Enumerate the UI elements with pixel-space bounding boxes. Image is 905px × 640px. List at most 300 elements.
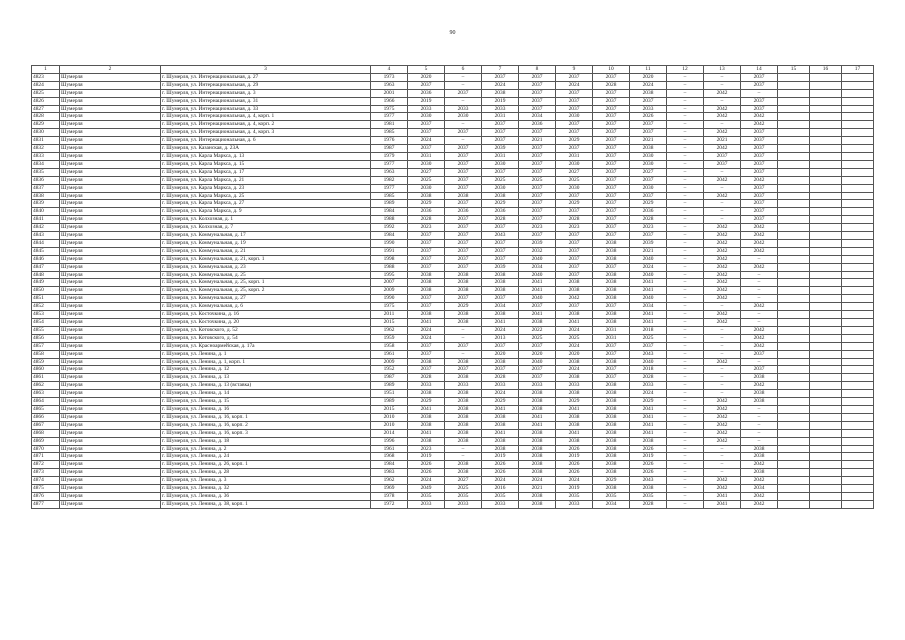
table-cell: 2037	[556, 255, 593, 263]
table-cell: 2038	[408, 437, 445, 445]
table-cell: 4837	[32, 184, 60, 192]
table-cell: 2027	[630, 168, 667, 176]
table-cell: 2037	[593, 89, 630, 97]
table-cell: 1951	[371, 390, 408, 398]
table-row	[32, 453, 874, 461]
table-cell: Шумерля	[60, 113, 161, 121]
table-cell: 2038	[593, 461, 630, 469]
table-row	[32, 485, 874, 493]
table-cell: 2028	[408, 374, 445, 382]
table-cell: –	[667, 461, 704, 469]
table-row	[32, 137, 874, 145]
table-cell: 2024	[630, 81, 667, 89]
table-cell: г. Шумерля, ул. Коммунальная, д. 27	[161, 295, 371, 303]
table-cell: г. Шумерля, ул. Ленина, д. 16, корп. 3	[161, 429, 371, 437]
table-cell: 2037	[593, 176, 630, 184]
table-cell	[842, 160, 874, 168]
table-cell	[778, 485, 810, 493]
table-cell: 2037	[519, 129, 556, 137]
table-cell	[810, 121, 842, 129]
table-cell: 4841	[32, 216, 60, 224]
table-cell	[778, 445, 810, 453]
table-cell: 1995	[371, 271, 408, 279]
table-cell: Шумерля	[60, 342, 161, 350]
table-cell: 2033	[556, 500, 593, 508]
table-cell	[810, 374, 842, 382]
table-cell: 2038	[445, 437, 482, 445]
table-row	[32, 121, 874, 129]
table-cell	[778, 192, 810, 200]
table-cell: 2037	[741, 192, 778, 200]
table-cell	[778, 405, 810, 413]
table-cell	[778, 255, 810, 263]
table-cell: 2041	[630, 279, 667, 287]
table-cell: Шумерля	[60, 81, 161, 89]
table-cell: 1990	[371, 295, 408, 303]
table-cell	[810, 485, 842, 493]
table-cell: 2041	[630, 421, 667, 429]
table-row	[32, 405, 874, 413]
table-row	[32, 216, 874, 224]
table-cell: –	[667, 350, 704, 358]
column-header: 4	[371, 66, 408, 74]
table-cell: 2038	[593, 437, 630, 445]
table-cell: 2037	[482, 168, 519, 176]
table-cell: 2030	[482, 160, 519, 168]
table-cell: 2038	[593, 279, 630, 287]
table-cell	[778, 413, 810, 421]
table-cell	[810, 145, 842, 153]
table-cell: 2037	[408, 247, 445, 255]
table-cell: –	[704, 461, 741, 469]
table-cell: 2041	[519, 413, 556, 421]
table-cell: 2041	[482, 405, 519, 413]
table-cell: –	[667, 374, 704, 382]
table-cell	[842, 216, 874, 224]
table-cell: 4834	[32, 160, 60, 168]
table-cell: 2038	[519, 461, 556, 469]
table-cell: 2033	[408, 500, 445, 508]
table-cell: 4839	[32, 200, 60, 208]
table-cell: 2024	[482, 81, 519, 89]
table-cell: 2037	[630, 176, 667, 184]
table-cell: 2037	[482, 73, 519, 81]
table-cell: 2024	[556, 81, 593, 89]
table-cell: 2030	[630, 152, 667, 160]
table-cell	[810, 453, 842, 461]
column-header: 8	[519, 66, 556, 74]
column-header: 15	[778, 66, 810, 74]
table-cell	[778, 160, 810, 168]
table-cell: 2042	[704, 247, 741, 255]
table-cell: 2015	[371, 319, 408, 327]
table-cell: 2037	[445, 255, 482, 263]
table-cell: –	[741, 89, 778, 97]
column-header: 11	[630, 66, 667, 74]
table-row	[32, 445, 874, 453]
table-cell	[778, 168, 810, 176]
table-cell: 4854	[32, 319, 60, 327]
table-cell: 2037	[556, 73, 593, 81]
table-cell: 2037	[556, 208, 593, 216]
table-cell: 2022	[519, 326, 556, 334]
table-cell: 2040	[630, 271, 667, 279]
table-cell: 2026	[630, 445, 667, 453]
table-cell: 2037	[556, 105, 593, 113]
table-cell: 2037	[445, 145, 482, 153]
table-cell: 2019	[482, 453, 519, 461]
table-cell: 2031	[482, 113, 519, 121]
table-cell: –	[667, 287, 704, 295]
table-cell: г. Шумерля, ул. Интернациональная, д. 4, корп. 1	[161, 113, 371, 121]
table-cell: 2029	[556, 200, 593, 208]
table-cell: 4866	[32, 413, 60, 421]
table-cell	[778, 97, 810, 105]
table-cell	[842, 176, 874, 184]
table-cell	[810, 97, 842, 105]
table-cell: 2038	[593, 390, 630, 398]
table-cell: 1952	[371, 366, 408, 374]
table-cell: 2038	[593, 295, 630, 303]
table-cell	[778, 326, 810, 334]
table-cell: 2037	[482, 342, 519, 350]
table-cell	[842, 453, 874, 461]
table-cell: Шумерля	[60, 374, 161, 382]
table-cell: –	[704, 334, 741, 342]
table-cell: 1984	[371, 232, 408, 240]
table-row	[32, 105, 874, 113]
table-cell: –	[704, 342, 741, 350]
table-cell: Шумерля	[60, 137, 161, 145]
table-cell: 4827	[32, 105, 60, 113]
table-cell: 2041	[519, 287, 556, 295]
table-cell: г. Шумерля, ул. Казанская, д. 23А	[161, 145, 371, 153]
table-cell: 2024	[519, 477, 556, 485]
table-cell	[810, 295, 842, 303]
table-cell: –	[704, 326, 741, 334]
table-cell	[810, 445, 842, 453]
table-cell: Шумерля	[60, 160, 161, 168]
table-cell	[778, 319, 810, 327]
table-cell: 2037	[519, 105, 556, 113]
table-cell	[778, 224, 810, 232]
table-cell: Шумерля	[60, 192, 161, 200]
table-cell: 2041	[556, 405, 593, 413]
table-cell: 2029	[408, 200, 445, 208]
table-cell	[810, 382, 842, 390]
table-cell: 2038	[593, 287, 630, 295]
table-cell: 2037	[704, 152, 741, 160]
table-cell: –	[704, 366, 741, 374]
table-row	[32, 184, 874, 192]
column-header: 10	[593, 66, 630, 74]
table-cell	[842, 200, 874, 208]
table-cell: 2028	[556, 216, 593, 224]
table-cell: 4856	[32, 334, 60, 342]
table-cell: 2042	[741, 224, 778, 232]
table-cell	[810, 184, 842, 192]
table-cell: 2041	[519, 421, 556, 429]
table-row	[32, 232, 874, 240]
table-cell: 2038	[482, 445, 519, 453]
table-cell: 2038	[630, 485, 667, 493]
table-cell: 2037	[593, 105, 630, 113]
table-cell: 2042	[704, 295, 741, 303]
table-row	[32, 421, 874, 429]
table-cell: 2037	[445, 129, 482, 137]
table-cell: 2038	[593, 469, 630, 477]
table-row	[32, 287, 874, 295]
table-cell: 4842	[32, 224, 60, 232]
table-cell: г. Шумерля, ул. Карла Маркса, д. 15	[161, 160, 371, 168]
table-cell: г. Шумерля, ул. Ленина, д. 14	[161, 390, 371, 398]
table-cell: 2041	[408, 429, 445, 437]
table-cell: 2042	[704, 145, 741, 153]
table-cell: 2024	[482, 477, 519, 485]
table-cell	[778, 279, 810, 287]
table-cell: Шумерля	[60, 200, 161, 208]
table-cell: 2038	[630, 145, 667, 153]
table-cell	[810, 311, 842, 319]
table-cell: 2038	[519, 429, 556, 437]
table-cell: 2036	[445, 208, 482, 216]
table-body	[32, 73, 874, 508]
table-cell: 2024	[482, 326, 519, 334]
table-cell: Шумерля	[60, 239, 161, 247]
table-cell: Шумерля	[60, 319, 161, 327]
table-cell: 2042	[704, 437, 741, 445]
table-cell	[810, 224, 842, 232]
table-cell: 2038	[519, 398, 556, 406]
table-cell: 2039	[519, 239, 556, 247]
table-cell: г. Шумерля, ул. Ленина, д. 16	[161, 405, 371, 413]
table-cell: 2038	[408, 287, 445, 295]
table-cell: –	[667, 73, 704, 81]
table-cell: 2042	[704, 263, 741, 271]
table-cell: 2027	[408, 168, 445, 176]
table-cell: 2031	[593, 334, 630, 342]
table-cell: Шумерля	[60, 105, 161, 113]
table-cell: –	[667, 492, 704, 500]
column-header: 6	[445, 66, 482, 74]
table-cell	[778, 137, 810, 145]
table-cell: 2037	[741, 73, 778, 81]
table-cell	[810, 192, 842, 200]
table-cell: 1989	[371, 382, 408, 390]
table-cell	[778, 81, 810, 89]
table-cell: 2037	[556, 145, 593, 153]
table-cell	[842, 239, 874, 247]
table-cell: 2037	[593, 366, 630, 374]
table-cell: 2037	[445, 247, 482, 255]
table-cell: 2038	[482, 287, 519, 295]
table-cell: 1975	[371, 303, 408, 311]
table-cell: –	[667, 152, 704, 160]
table-cell: 2033	[482, 382, 519, 390]
table-row	[32, 160, 874, 168]
table-cell: 2037	[630, 342, 667, 350]
table-cell: 2042	[704, 232, 741, 240]
table-cell	[842, 192, 874, 200]
table-row	[32, 390, 874, 398]
table-cell: –	[704, 200, 741, 208]
table-cell: 2037	[630, 97, 667, 105]
table-cell: 2038	[593, 247, 630, 255]
table-cell: 1989	[371, 398, 408, 406]
table-cell: 2030	[556, 184, 593, 192]
table-cell: 1975	[371, 105, 408, 113]
table-cell: Шумерля	[60, 390, 161, 398]
table-cell: 2028	[408, 216, 445, 224]
table-cell: г. Шумерля, ул. Интернациональная, д. 31	[161, 97, 371, 105]
table-cell: 2042	[704, 279, 741, 287]
table-cell: 2038	[445, 461, 482, 469]
table-cell: –	[704, 382, 741, 390]
table-cell: г. Шумерля, ул. Карла Маркса, д. 9	[161, 208, 371, 216]
table-cell: 2042	[704, 239, 741, 247]
table-cell	[842, 437, 874, 445]
table-cell: Шумерля	[60, 326, 161, 334]
table-cell	[842, 461, 874, 469]
table-cell: Шумерля	[60, 255, 161, 263]
table-cell: 2037	[445, 263, 482, 271]
table-cell	[778, 105, 810, 113]
table-cell: 2042	[704, 192, 741, 200]
table-cell: 2033	[482, 105, 519, 113]
table-cell: 2024	[556, 477, 593, 485]
table-cell: 2038	[519, 453, 556, 461]
table-cell: 2040	[519, 358, 556, 366]
table-cell: 2037	[482, 121, 519, 129]
table-cell: –	[667, 192, 704, 200]
table-cell: 1991	[371, 247, 408, 255]
table-cell: 2033	[408, 105, 445, 113]
table-cell: 2037	[482, 239, 519, 247]
table-cell: –	[667, 319, 704, 327]
table-cell: 2031	[482, 152, 519, 160]
table-cell: 2033	[630, 105, 667, 113]
table-row	[32, 129, 874, 137]
table-cell: –	[667, 239, 704, 247]
table-cell	[810, 366, 842, 374]
table-row	[32, 342, 874, 350]
table-cell: 2024	[408, 137, 445, 145]
table-cell: г. Шумерля, ул. Ленина, д. 13 (вставка)	[161, 382, 371, 390]
table-cell: 1987	[371, 145, 408, 153]
table-cell: 4832	[32, 145, 60, 153]
table-cell: 2026	[556, 461, 593, 469]
table-cell: 2040	[630, 358, 667, 366]
table-cell: –	[741, 295, 778, 303]
table-cell: 2026	[482, 469, 519, 477]
table-cell: г. Шумерля, ул. Ленина, д. 1	[161, 350, 371, 358]
table-cell: 2023	[556, 224, 593, 232]
table-cell: 2037	[593, 303, 630, 311]
table-cell	[810, 81, 842, 89]
table-cell: –	[667, 129, 704, 137]
table-cell: 2038	[519, 390, 556, 398]
table-cell: 2033	[445, 500, 482, 508]
table-cell	[842, 334, 874, 342]
table-cell: 2035	[408, 492, 445, 500]
table-cell: 2038	[408, 421, 445, 429]
table-cell: 2038	[445, 390, 482, 398]
table-cell: 2025	[519, 334, 556, 342]
table-cell: 2038	[445, 398, 482, 406]
table-cell: 2023	[408, 445, 445, 453]
table-cell: 1969	[371, 485, 408, 493]
table-cell: 2035	[593, 492, 630, 500]
table-cell	[778, 453, 810, 461]
table-cell: 1984	[371, 461, 408, 469]
table-row	[32, 461, 874, 469]
table-row	[32, 168, 874, 176]
table-cell	[778, 208, 810, 216]
table-cell: 2038	[556, 390, 593, 398]
table-row	[32, 366, 874, 374]
table-cell: 2042	[741, 326, 778, 334]
table-cell: 2038	[741, 390, 778, 398]
table-cell: 2020	[630, 73, 667, 81]
table-cell: 2037	[519, 303, 556, 311]
table-cell	[778, 89, 810, 97]
table-cell	[778, 358, 810, 366]
table-cell: 2030	[556, 113, 593, 121]
column-header: 13	[704, 66, 741, 74]
table-cell	[778, 382, 810, 390]
table-cell: 2042	[704, 477, 741, 485]
table-cell: г. Шумерля, ул. Ленина, д. 16, корп. 2	[161, 421, 371, 429]
table-cell: 4859	[32, 358, 60, 366]
table-cell: Шумерля	[60, 366, 161, 374]
table-cell: 2038	[593, 485, 630, 493]
table-cell: 2038	[482, 437, 519, 445]
table-cell: Шумерля	[60, 184, 161, 192]
table-cell: 1968	[371, 453, 408, 461]
table-cell: 2036	[630, 208, 667, 216]
table-cell: 2026	[630, 113, 667, 121]
table-cell: –	[445, 326, 482, 334]
table-cell: 4862	[32, 382, 60, 390]
table-cell	[778, 129, 810, 137]
table-cell: 2042	[556, 295, 593, 303]
table-cell: 2049	[408, 485, 445, 493]
table-cell: 1972	[371, 500, 408, 508]
table-cell: 2038	[482, 271, 519, 279]
table-cell: –	[704, 453, 741, 461]
table-cell: –	[741, 311, 778, 319]
table-cell: 2037	[556, 247, 593, 255]
table-cell: г. Шумерля, ул. Ленина, д. 1, корп. 1	[161, 358, 371, 366]
table-cell: 2042	[741, 239, 778, 247]
table-cell	[810, 129, 842, 137]
column-header: 2	[60, 66, 161, 74]
table-cell: г. Шумерля, ул. Интернациональная, д. 3	[161, 89, 371, 97]
table-cell: 2037	[741, 216, 778, 224]
table-cell: 2021	[630, 137, 667, 145]
table-cell	[842, 263, 874, 271]
table-cell: 2037	[593, 232, 630, 240]
table-cell: 2031	[408, 152, 445, 160]
table-cell: 2037	[593, 121, 630, 129]
table-cell: 2037	[519, 366, 556, 374]
table-cell: 2037	[593, 184, 630, 192]
table-cell: 2037	[741, 350, 778, 358]
column-header: 5	[408, 66, 445, 74]
table-cell: 2038	[741, 469, 778, 477]
table-cell	[842, 247, 874, 255]
table-cell	[778, 239, 810, 247]
